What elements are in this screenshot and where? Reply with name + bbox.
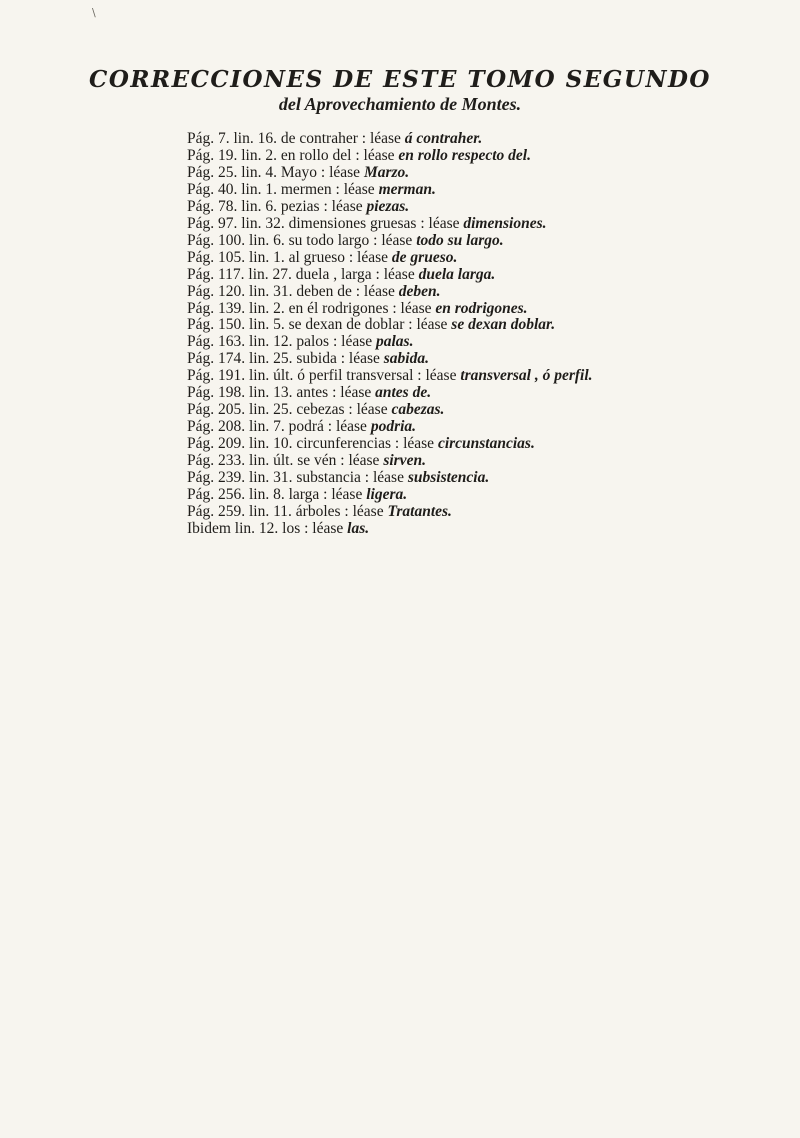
correction-line <box>187 487 787 504</box>
correction-reference: Pág. 209. lin. 10. circunferencias : léase <box>187 435 438 453</box>
correction-reference: Pág. 105. lin. 1. al grueso : léase <box>187 248 392 266</box>
correction-line <box>187 165 787 182</box>
correction-reference: Pág. 25. lin. 4. Mayo : léase <box>187 163 364 181</box>
correction-line <box>187 301 787 318</box>
correction-fix: las. <box>347 519 370 537</box>
correction-reference: Pág. 233. lin. últ. se vén : léase <box>187 452 384 470</box>
correction-fix: duela larga. <box>418 265 496 283</box>
correction-line <box>187 216 787 233</box>
correction-line <box>187 317 787 334</box>
page-title: CORRECCIONES DE ESTE TOMO SEGUNDO <box>89 66 711 93</box>
correction-fix: transversal , ó perfil. <box>460 367 593 385</box>
correction-fix: se dexan doblar. <box>451 316 556 334</box>
correction-fix: palas. <box>376 333 414 351</box>
correction-reference: Pág. 174. lin. 25. subida : léase <box>187 350 384 368</box>
correction-reference: Pág. 150. lin. 5. se dexan de doblar : léase <box>187 316 452 334</box>
correction-reference: Pág. 78. lin. 6. pezias : léase <box>187 197 367 215</box>
correction-fix: ligera. <box>366 486 408 504</box>
correction-fix: deben. <box>398 282 441 300</box>
correction-reference: Pág. 97. lin. 32. dimensiones gruesas : léase <box>187 214 464 232</box>
correction-line <box>187 402 787 419</box>
correction-reference: Pág. 120. lin. 31. deben de : léase <box>187 282 399 300</box>
correction-line <box>187 453 787 470</box>
page-speck: \ <box>92 6 96 19</box>
correction-fix: piezas. <box>366 197 410 215</box>
correction-fix: Marzo. <box>363 163 410 181</box>
correction-line <box>187 284 787 301</box>
correction-line <box>187 368 787 385</box>
correction-line <box>187 419 787 436</box>
correction-fix: de grueso. <box>391 248 458 266</box>
correction-reference: Pág. 40. lin. 1. mermen : léase <box>187 180 379 198</box>
correction-line <box>187 334 787 351</box>
correction-line <box>187 250 787 267</box>
correction-reference: Pág. 139. lin. 2. en él rodrigones : léase <box>187 299 436 317</box>
correction-line <box>187 436 787 453</box>
correction-line <box>187 131 787 148</box>
correction-reference: Pág. 239. lin. 31. substancia : léase <box>187 469 408 487</box>
correction-line <box>187 233 787 250</box>
correction-line <box>187 182 787 199</box>
correction-fix: circunstancias. <box>437 435 535 453</box>
correction-fix: todo su largo. <box>416 231 504 249</box>
correction-reference: Pág. 208. lin. 7. podrá : léase <box>187 418 371 436</box>
correction-line <box>187 385 787 402</box>
correction-fix: subsistencia. <box>407 469 490 487</box>
correction-line <box>187 148 787 165</box>
correction-line <box>187 267 787 284</box>
correction-fix: cabezas. <box>391 401 445 419</box>
correction-line <box>187 504 787 521</box>
correction-reference: Pág. 100. lin. 6. su todo largo : léase <box>187 231 417 249</box>
correction-fix: en rodrigones. <box>435 299 528 317</box>
correction-reference: Pág. 205. lin. 25. cebezas : léase <box>187 401 392 419</box>
correction-reference: Ibidem lin. 12. los : léase <box>187 519 348 537</box>
correction-reference: Pág. 198. lin. 13. antes : léase <box>187 384 376 402</box>
page-subtitle: del Aprovechamiento de Montes. <box>278 94 522 114</box>
correction-reference: Pág. 163. lin. 12. palos : léase <box>187 333 376 351</box>
correction-reference: Pág. 259. lin. 11. árboles : léase <box>187 502 388 520</box>
correction-line <box>187 199 787 216</box>
correction-line <box>187 470 787 487</box>
correction-fix: podria. <box>370 418 417 436</box>
correction-fix: antes de. <box>375 384 432 402</box>
correction-fix: sabida. <box>383 350 429 368</box>
corrections-list <box>187 131 787 538</box>
correction-fix: á contraher. <box>404 130 483 147</box>
correction-fix: Tratantes. <box>387 502 452 520</box>
correction-line <box>187 521 787 538</box>
correction-reference: Pág. 117. lin. 27. duela , larga : léase <box>187 265 419 283</box>
correction-fix: sirven. <box>383 452 426 470</box>
correction-fix: merman. <box>378 180 436 198</box>
correction-reference: Pág. 19. lin. 2. en rollo del : léase <box>187 146 399 164</box>
correction-fix: dimensiones. <box>463 214 547 232</box>
correction-fix: en rollo respecto del. <box>398 146 531 164</box>
correction-reference: Pág. 191. lin. últ. ó perfil transversal : léase <box>187 367 461 385</box>
correction-line <box>187 351 787 368</box>
correction-reference: Pág. 256. lin. 8. larga : léase <box>187 486 367 504</box>
correction-reference: Pág. 7. lin. 16. de contraher : léase <box>187 130 405 147</box>
